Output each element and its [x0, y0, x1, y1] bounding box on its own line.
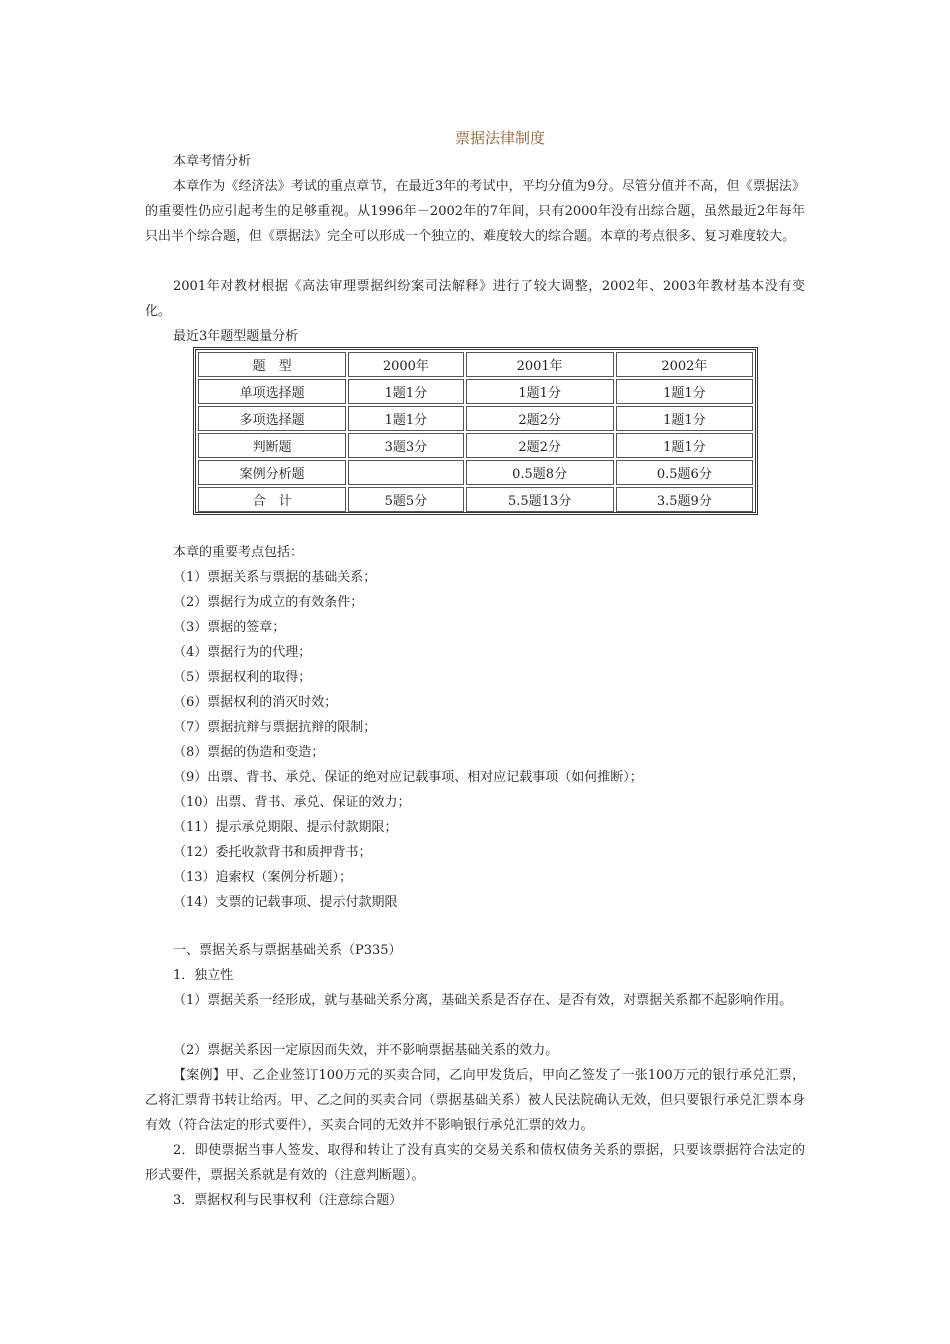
table-cell: 3题3分 — [348, 433, 463, 458]
intro-paragraph-1: 本章作为《经济法》考试的重点章节，在最近3年的考试中，平均分值为9分。尽管分值并不高，但《票据法》的重要性仍应引起考生的足够重视。从1996年－2002年的7年间，只有2000年没有出综合题，虽然最近2年每年只出半个综合题，但《票据法》完全可以形成一个独立的、难度较大的综合题。本章的考点很多、复习难度较大。 — [145, 179, 805, 244]
list-item: （9）出票、背书、承兑、保证的绝对应记载事项、相对应记载事项（如何推断）； — [173, 770, 643, 785]
table-header-cell: 2002年 — [616, 352, 753, 377]
table-cell: 0.5题8分 — [466, 460, 614, 485]
table-cell: 5题5分 — [348, 487, 463, 512]
section-1-subheading: 1．独立性 — [173, 968, 234, 983]
table-header-row — [198, 352, 753, 377]
section-1-paragraph-2: （2）票据关系因一定原因而失效，并不影响票据基础关系的效力。 — [173, 1043, 559, 1058]
list-item: （1）票据关系与票据的基础关系； — [173, 570, 377, 585]
table-header-cell: 2000年 — [348, 352, 463, 377]
list-item: （14）支票的记载事项、提示付款期限 — [173, 895, 398, 910]
table-row — [198, 460, 753, 485]
list-item: （2）票据行为成立的有效条件； — [173, 595, 364, 610]
key-points-list — [173, 540, 643, 915]
list-item: （8）票据的伪造和变造； — [173, 745, 325, 760]
table-row — [198, 487, 753, 512]
section-1-heading: 一、票据关系与票据基础关系（P335） — [173, 943, 402, 958]
table-cell: 1题1分 — [616, 433, 753, 458]
table-cell: 5.5题13分 — [466, 487, 614, 512]
table-cell: 1题1分 — [466, 379, 614, 404]
table-cell: 多项选择题 — [198, 406, 346, 431]
table-cell: 案例分析题 — [198, 460, 346, 485]
list-item: （13）追索权（案例分析题）； — [173, 870, 353, 885]
table-cell: 0.5题6分 — [616, 460, 753, 485]
list-item: （11）提示承兑期限、提示付款期限； — [173, 820, 398, 835]
table-cell: 1题1分 — [616, 379, 753, 404]
list-item: （7）票据抗辩与票据抗辩的限制； — [173, 720, 377, 735]
table-row — [198, 406, 753, 431]
table-cell: 1题1分 — [348, 379, 463, 404]
list-item: （4）票据行为的代理； — [173, 645, 312, 660]
table-caption: 最近3年题型题量分析 — [173, 329, 299, 344]
table-cell: 判断题 — [198, 433, 346, 458]
section-1-paragraph-1: （1）票据关系一经形成，就与基础关系分离，基础关系是否存在、是否有效，对票据关系都不起影响作用。 — [173, 993, 793, 1008]
table-cell: 1题1分 — [616, 406, 753, 431]
table-cell: 1题1分 — [348, 406, 463, 431]
intro-paragraph-2: 2001年对教材根据《高法审理票据纠纷案司法解释》进行了较大调整，2002年、2003年教材基本没有变化。 — [145, 279, 805, 319]
document-title: 票据法律制度 — [454, 129, 545, 147]
section-1-paragraph-4: 3．票据权利与民事权利（注意综合题） — [173, 1193, 403, 1208]
table-cell — [348, 460, 463, 485]
list-item: （10）出票、背书、承兑、保证的效力； — [173, 795, 411, 810]
list-item: （12）委托收款背书和质押背书； — [173, 845, 372, 860]
table-cell: 2题2分 — [466, 433, 614, 458]
table-cell: 单项选择题 — [198, 379, 346, 404]
key-points-heading: 本章的重要考点包括： — [173, 545, 304, 560]
list-item: （5）票据权利的取得； — [173, 670, 312, 685]
list-item: （3）票据的签章； — [173, 620, 286, 635]
table-cell: 3.5题9分 — [616, 487, 753, 512]
table-row — [198, 433, 753, 458]
exam-stats-table — [193, 347, 758, 515]
section-1-paragraph-3: 2．即使票据当事人签发、取得和转让了没有真实的交易关系和债权债务关系的票据，只要该票据符合法定的形式要件，票据关系就是有效的（注意判断题）。 — [145, 1143, 805, 1183]
list-item: （6）票据权利的消灭时效； — [173, 695, 338, 710]
section-1-case: 【案例】甲、乙企业签订100万元的买卖合同，乙向甲发货后，甲向乙签发了一张100万元的银行承兑汇票，乙将汇票背书转让给丙。甲、乙之间的买卖合同（票据基础关系）被人民法院确认无效，但只要银行承兑汇票本身有效（符合法定的形式要件），买卖合同的无效并不影响银行承兑汇票的效力。 — [145, 1068, 805, 1133]
table-cell: 2题2分 — [466, 406, 614, 431]
table-cell: 合 计 — [198, 487, 346, 512]
table-row — [198, 379, 753, 404]
intro-heading: 本章考情分析 — [173, 154, 252, 169]
table-header-cell: 2001年 — [466, 352, 614, 377]
table-header-cell: 题 型 — [198, 352, 346, 377]
